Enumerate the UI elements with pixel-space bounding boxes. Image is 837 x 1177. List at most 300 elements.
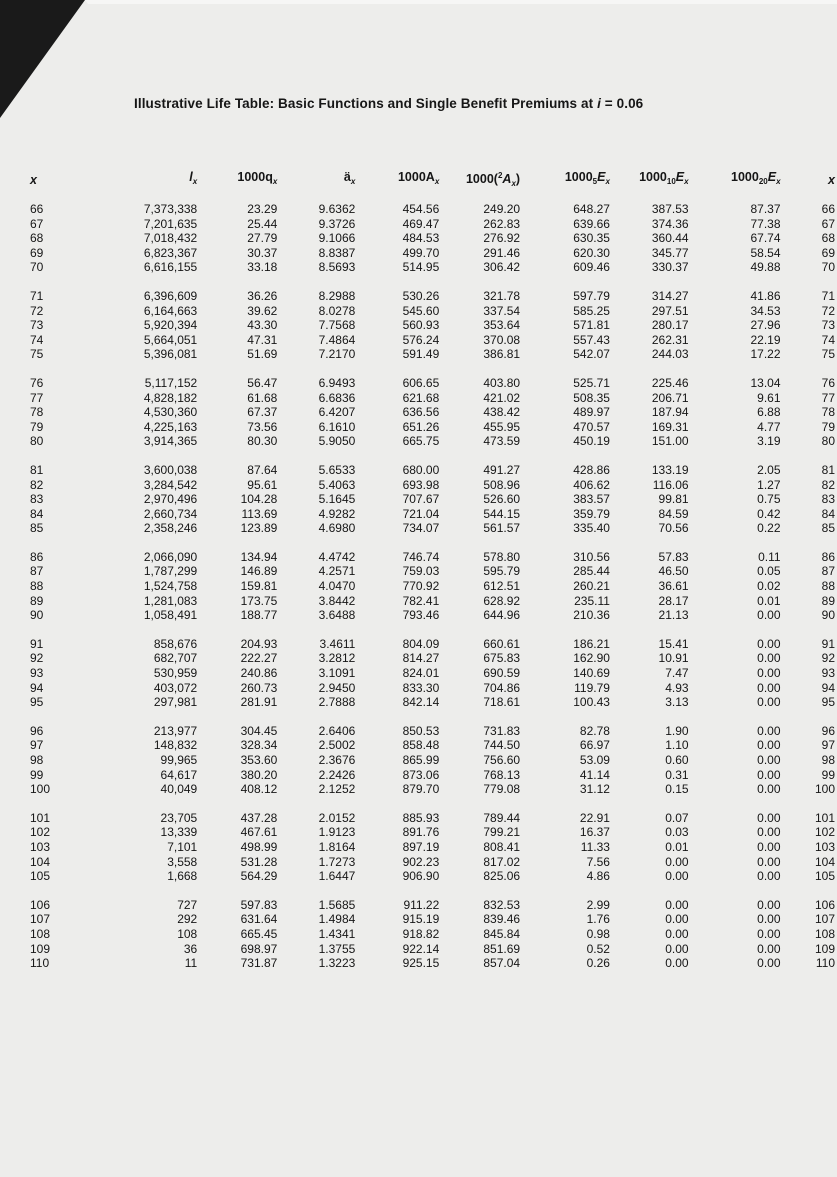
- table-cell: 858,676: [153, 636, 198, 651]
- row-group: [28, 797, 837, 884]
- table-cell: 571.81: [573, 318, 610, 333]
- table-cell: 68: [821, 231, 835, 246]
- table-cell: 67.74: [750, 231, 781, 246]
- table-cell: 1.5685: [318, 897, 356, 912]
- table-cell: 793.46: [402, 608, 440, 623]
- table-cell: 36.61: [658, 579, 689, 594]
- table-cell: 83: [30, 492, 44, 507]
- table-cell: 70: [30, 260, 44, 275]
- table-cell: 3.1091: [318, 666, 356, 681]
- table-cell: 597.79: [573, 288, 610, 303]
- table-cell: 0.00: [665, 941, 689, 956]
- table-cell: 789.44: [483, 810, 521, 825]
- table-cell: 306.42: [483, 260, 521, 275]
- table-cell: 353.64: [483, 318, 521, 333]
- row-group: [28, 623, 837, 710]
- table-row: [28, 738, 837, 753]
- table-cell: 87: [30, 564, 44, 579]
- table-cell: 91: [30, 636, 44, 651]
- table-cell: 204.93: [240, 636, 278, 651]
- table-cell: 101: [30, 810, 51, 825]
- table-cell: 2.05: [757, 462, 781, 477]
- table-cell: 86: [30, 549, 44, 564]
- table-cell: 770.92: [402, 579, 440, 594]
- table-cell: 292: [177, 912, 198, 927]
- table-cell: 756.60: [483, 753, 521, 767]
- table-cell: 101: [814, 810, 835, 825]
- table-cell: 5,664,051: [143, 332, 198, 347]
- table-cell: 1.27: [757, 477, 781, 492]
- table-cell: 262.83: [483, 216, 521, 231]
- table-cell: 0.02: [757, 579, 781, 594]
- header-5Ex: $1000_5E_x$: [564, 170, 610, 187]
- table-cell: 133.19: [651, 462, 689, 477]
- table-cell: 16.37: [579, 825, 610, 840]
- table-cell: 731.87: [240, 956, 278, 971]
- table-cell: 644.96: [483, 608, 521, 623]
- table-cell: 96: [821, 723, 835, 738]
- header-x-right: x: [828, 172, 835, 187]
- table-cell: 0.00: [665, 912, 689, 927]
- header-annuity: $ä_x$: [343, 170, 356, 187]
- table-cell: 281.91: [240, 695, 278, 710]
- table-cell: 4.93: [665, 680, 689, 695]
- table-row: [28, 362, 837, 391]
- table-cell: 0.98: [586, 926, 610, 941]
- table-cell: 71: [30, 288, 44, 303]
- table-cell: 0.26: [586, 956, 610, 971]
- table-cell: 360.44: [651, 231, 689, 246]
- table-cell: 437.28: [240, 810, 278, 825]
- table-row: [28, 405, 837, 420]
- table-cell: 5.4063: [318, 477, 356, 492]
- table-cell: 814.27: [402, 651, 440, 666]
- table-cell: 97: [30, 738, 44, 753]
- table-cell: 5,396,081: [143, 347, 198, 362]
- table-cell: 82: [821, 477, 835, 492]
- table-cell: 675.83: [483, 651, 521, 666]
- table-cell: 768.13: [483, 767, 521, 782]
- table-cell: 91: [821, 636, 835, 651]
- table-cell: 0.15: [665, 782, 689, 797]
- table-cell: 2.3676: [318, 753, 356, 767]
- table-cell: 491.27: [483, 462, 521, 477]
- table-cell: 2,970,496: [143, 492, 198, 507]
- table-cell: 665.45: [240, 926, 278, 941]
- table-cell: 75: [821, 347, 835, 362]
- table-cell: 134.94: [240, 549, 278, 564]
- table-cell: 906.90: [402, 869, 440, 884]
- table-row: [28, 681, 837, 696]
- table-row: [28, 391, 837, 406]
- table-cell: 4.0470: [318, 579, 356, 594]
- table-cell: 718.61: [483, 695, 521, 710]
- table-cell: 28.17: [658, 593, 689, 608]
- table-cell: 310.56: [573, 549, 610, 564]
- table-cell: 0.22: [757, 521, 781, 536]
- table-cell: 2,358,246: [143, 521, 198, 536]
- table-cell: 1.3755: [318, 941, 356, 956]
- table-row: [28, 260, 837, 275]
- table-cell: 0.01: [757, 593, 781, 608]
- row-group: [28, 449, 837, 536]
- table-cell: 7.7568: [318, 318, 356, 333]
- table-cell: 779.08: [483, 782, 521, 797]
- table-cell: 109: [814, 941, 835, 956]
- table-cell: 879.70: [402, 782, 440, 797]
- table-cell: 110: [815, 956, 835, 971]
- table-cell: 7,101: [167, 839, 198, 854]
- table-cell: 297,981: [153, 695, 198, 710]
- table-cell: 0.75: [757, 492, 781, 507]
- table-cell: 148,832: [153, 738, 198, 753]
- title-suffix: = 0.06: [600, 96, 644, 111]
- table-cell: 4.2571: [318, 564, 356, 579]
- table-cell: 103: [814, 839, 835, 854]
- table-cell: 80.30: [247, 434, 278, 449]
- table-cell: 79: [30, 419, 44, 434]
- table-cell: 403,072: [153, 680, 198, 695]
- title-interest-var: i: [597, 96, 601, 111]
- table-row: [28, 884, 837, 913]
- table-cell: 690.59: [483, 666, 521, 681]
- table-cell: 824.01: [402, 666, 440, 681]
- table-cell: 102: [30, 825, 51, 840]
- table-cell: 1.10: [665, 738, 689, 753]
- table-cell: 850.53: [402, 723, 440, 738]
- table-cell: 187.94: [651, 405, 689, 420]
- table-cell: 100.43: [573, 695, 610, 710]
- table-cell: 454.56: [402, 202, 440, 216]
- table-cell: 140.69: [573, 666, 610, 681]
- table-cell: 1.6447: [318, 869, 356, 884]
- table-cell: 10.91: [658, 651, 689, 666]
- table-row: [28, 594, 837, 609]
- table-cell: 337.54: [483, 303, 521, 318]
- table-cell: 7,201,635: [143, 216, 198, 231]
- table-row: [28, 521, 837, 536]
- table-cell: 817.02: [483, 854, 521, 869]
- table-row: [28, 231, 837, 246]
- table-cell: 314.27: [651, 288, 689, 303]
- table-cell: 530,959: [153, 666, 198, 681]
- table-cell: 151.00: [651, 434, 689, 449]
- table-cell: 70.56: [658, 521, 689, 536]
- page-title: [134, 96, 754, 111]
- table-cell: 82.78: [579, 723, 610, 738]
- table-cell: 159.81: [240, 579, 278, 594]
- row-group: [28, 884, 837, 971]
- table-cell: 1,668: [167, 869, 198, 884]
- table-cell: 85: [30, 521, 44, 536]
- table-cell: 639.66: [573, 216, 610, 231]
- table-row: [28, 956, 837, 971]
- table-cell: 108: [814, 926, 835, 941]
- table-cell: 526.60: [483, 492, 521, 507]
- table-cell: 782.41: [402, 593, 440, 608]
- table-cell: 99: [821, 767, 835, 782]
- table-cell: 56.47: [247, 375, 278, 390]
- table-cell: 5.1645: [318, 492, 356, 507]
- table-cell: 105: [30, 869, 51, 884]
- table-cell: 403.80: [483, 375, 521, 390]
- table-cell: 542.07: [573, 347, 610, 362]
- table-cell: 428.86: [573, 462, 610, 477]
- table-row: [28, 666, 837, 681]
- table-cell: 508.35: [573, 390, 610, 405]
- table-cell: 489.97: [573, 405, 610, 420]
- table-cell: 1.9123: [318, 825, 356, 840]
- table-cell: 41.14: [579, 767, 610, 782]
- table-cell: 72: [821, 303, 835, 318]
- table-cell: 67: [821, 216, 835, 231]
- table-cell: 6.6836: [318, 390, 356, 405]
- table-cell: 9.1066: [318, 231, 356, 246]
- table-cell: 7.56: [586, 854, 610, 869]
- table-cell: 359.79: [573, 506, 610, 521]
- table-cell: 727: [177, 897, 198, 912]
- table-cell: 4.86: [586, 869, 610, 884]
- table-cell: 285.44: [573, 564, 610, 579]
- table-cell: 383.57: [573, 492, 610, 507]
- table-cell: 606.65: [402, 375, 440, 390]
- table-cell: 27.96: [750, 318, 781, 333]
- table-row: [28, 753, 837, 768]
- table-cell: 0.42: [757, 506, 781, 521]
- table-cell: 61.68: [247, 390, 278, 405]
- table-cell: 304.45: [240, 723, 278, 738]
- table-cell: 0.03: [665, 825, 689, 840]
- table-cell: 759.03: [402, 564, 440, 579]
- table-cell: 648.27: [573, 202, 610, 216]
- table-cell: 22.91: [579, 810, 610, 825]
- table-cell: 450.19: [573, 434, 610, 449]
- header-20Ex: $1000_{20}E_x$: [731, 170, 781, 187]
- table-row: [28, 564, 837, 579]
- table-cell: 100: [30, 782, 51, 797]
- table-cell: 353.60: [240, 753, 278, 767]
- table-cell: 6.9493: [318, 375, 356, 390]
- row-group: [28, 194, 837, 275]
- table-cell: 707.67: [402, 492, 440, 507]
- table-cell: 4.6980: [318, 521, 356, 536]
- table-cell: 244.03: [651, 347, 689, 362]
- table-row: [28, 347, 837, 362]
- table-row: [28, 579, 837, 594]
- table-cell: 249.20: [483, 202, 521, 216]
- table-cell: 88: [30, 579, 44, 594]
- table-cell: 2.99: [586, 897, 610, 912]
- table-cell: 5.6533: [318, 462, 356, 477]
- table-cell: 597.83: [240, 897, 278, 912]
- table-cell: 7,373,338: [143, 202, 198, 216]
- table-row: [28, 855, 837, 870]
- table-cell: 0.00: [757, 680, 781, 695]
- header-10Ex: $1000_{10}E_x$: [639, 170, 689, 187]
- table-cell: 33.18: [247, 260, 278, 275]
- table-cell: 0.00: [757, 753, 781, 767]
- table-cell: 186.21: [573, 636, 610, 651]
- row-group: [28, 536, 837, 623]
- table-row: [28, 608, 837, 623]
- header-lx: $l_x$: [189, 170, 198, 187]
- table-cell: 0.00: [757, 695, 781, 710]
- table-cell: 498.99: [240, 839, 278, 854]
- table-cell: 0.00: [757, 825, 781, 840]
- table-row: [28, 420, 837, 435]
- table-cell: 98: [30, 753, 44, 767]
- table-cell: 455.95: [483, 419, 521, 434]
- table-cell: 85: [821, 521, 835, 536]
- table-cell: 9.3726: [318, 216, 356, 231]
- table-cell: 210.36: [573, 608, 610, 623]
- table-cell: 693.98: [402, 477, 440, 492]
- table-cell: 123.89: [240, 521, 278, 536]
- table-cell: 99: [30, 767, 44, 782]
- table-cell: 321.78: [483, 288, 521, 303]
- table-cell: 3.19: [757, 434, 781, 449]
- table-cell: 721.04: [402, 506, 440, 521]
- table-cell: 107: [30, 912, 51, 927]
- table-row: [28, 194, 837, 217]
- table-cell: 842.14: [402, 695, 440, 710]
- table-cell: 0.00: [757, 651, 781, 666]
- table-cell: 53.09: [579, 753, 610, 767]
- table-cell: 68: [30, 231, 44, 246]
- table-cell: 911.22: [403, 897, 440, 912]
- table-cell: 3.13: [665, 695, 689, 710]
- table-cell: 832.53: [483, 897, 521, 912]
- table-cell: 86: [821, 549, 835, 564]
- table-cell: 328.34: [240, 738, 278, 753]
- table-cell: 851.69: [483, 941, 521, 956]
- table-cell: 3,914,365: [143, 434, 198, 449]
- table-cell: 499.70: [402, 245, 440, 260]
- table-cell: 858.48: [402, 738, 440, 753]
- table-cell: 578.80: [483, 549, 521, 564]
- table-cell: 93: [821, 666, 835, 681]
- table-cell: 67.37: [247, 405, 278, 420]
- table-cell: 7,018,432: [143, 231, 198, 246]
- table-cell: 585.25: [573, 303, 610, 318]
- table-cell: 621.68: [402, 390, 440, 405]
- table-cell: 104: [30, 854, 51, 869]
- table-cell: 1.90: [665, 723, 689, 738]
- table-cell: 83: [821, 492, 835, 507]
- table-cell: 1.8164: [318, 839, 356, 854]
- table-cell: 95: [30, 695, 44, 710]
- table-cell: 891.76: [402, 825, 440, 840]
- table-cell: 49.88: [750, 260, 781, 275]
- table-cell: 2.1252: [318, 782, 356, 797]
- table-cell: 734.07: [402, 521, 440, 536]
- table-cell: 87.37: [750, 202, 781, 216]
- table-cell: 6.88: [757, 405, 781, 420]
- table-cell: 95.61: [247, 477, 278, 492]
- header-row: [28, 166, 837, 194]
- table-cell: 97: [821, 738, 835, 753]
- table-cell: 78: [821, 405, 835, 420]
- table-cell: 96: [30, 723, 44, 738]
- table-cell: 3,600,038: [143, 462, 198, 477]
- table-cell: 865.99: [402, 753, 440, 767]
- table-row: [28, 797, 837, 826]
- table-cell: 5,920,394: [143, 318, 198, 333]
- table-cell: 58.54: [750, 245, 781, 260]
- table-cell: 27.79: [247, 231, 278, 246]
- table-cell: 17.22: [750, 347, 781, 362]
- table-cell: 0.00: [757, 869, 781, 884]
- table-cell: 5,117,152: [144, 375, 198, 390]
- table-cell: 69: [821, 245, 835, 260]
- table-cell: 0.11: [758, 549, 781, 564]
- table-cell: 82: [30, 477, 44, 492]
- table-cell: 92: [30, 651, 44, 666]
- table-row: [28, 304, 837, 319]
- table-cell: 873.06: [402, 767, 440, 782]
- table-cell: 260.73: [240, 680, 278, 695]
- table-cell: 0.00: [665, 869, 689, 884]
- table-cell: 100: [814, 782, 835, 797]
- table-cell: 0.00: [757, 956, 781, 971]
- table-cell: 595.79: [483, 564, 521, 579]
- table-cell: 0.00: [665, 854, 689, 869]
- table-cell: 262.31: [651, 332, 689, 347]
- table-cell: 467.61: [240, 825, 278, 840]
- table-cell: 0.00: [757, 608, 781, 623]
- table-cell: 680.00: [402, 462, 440, 477]
- header-x-left: x: [30, 172, 37, 187]
- table-cell: 335.40: [573, 521, 610, 536]
- table-cell: 36.26: [247, 288, 278, 303]
- table-cell: 79: [821, 419, 835, 434]
- table-cell: 387.53: [651, 202, 689, 216]
- table-cell: 106: [814, 897, 835, 912]
- table-cell: 77: [30, 390, 44, 405]
- table-cell: 421.02: [483, 390, 521, 405]
- table-cell: 0.00: [665, 926, 689, 941]
- table-cell: 15.41: [658, 636, 689, 651]
- table-cell: 3.8442: [318, 593, 356, 608]
- table-cell: 74: [30, 332, 44, 347]
- table-cell: 95: [821, 695, 835, 710]
- table-cell: 0.00: [757, 897, 781, 912]
- table-cell: 222.27: [240, 651, 278, 666]
- table-cell: 0.00: [757, 926, 781, 941]
- table-cell: 560.93: [402, 318, 440, 333]
- table-cell: 8.5693: [318, 260, 356, 275]
- table-cell: 6,616,155: [143, 260, 198, 275]
- table-cell: 6,396,609: [143, 288, 198, 303]
- table-cell: 102: [814, 825, 835, 840]
- table-cell: 7.47: [665, 666, 689, 681]
- table-cell: 36: [183, 941, 198, 956]
- table-cell: 84: [821, 506, 835, 521]
- table-row: [28, 507, 837, 522]
- table-cell: 39.62: [247, 303, 278, 318]
- table-cell: 651.26: [402, 419, 440, 434]
- table-cell: 0.00: [757, 912, 781, 927]
- table-cell: 30.37: [247, 245, 278, 260]
- row-group: [28, 362, 837, 449]
- table-cell: 87.64: [247, 462, 278, 477]
- table-cell: 0.31: [665, 767, 689, 782]
- table-cell: 71: [821, 288, 835, 303]
- table-cell: 4,225,163: [143, 419, 198, 434]
- table-cell: 564.29: [240, 869, 278, 884]
- table-cell: 380.20: [240, 767, 278, 782]
- table-cell: 408.12: [240, 782, 278, 797]
